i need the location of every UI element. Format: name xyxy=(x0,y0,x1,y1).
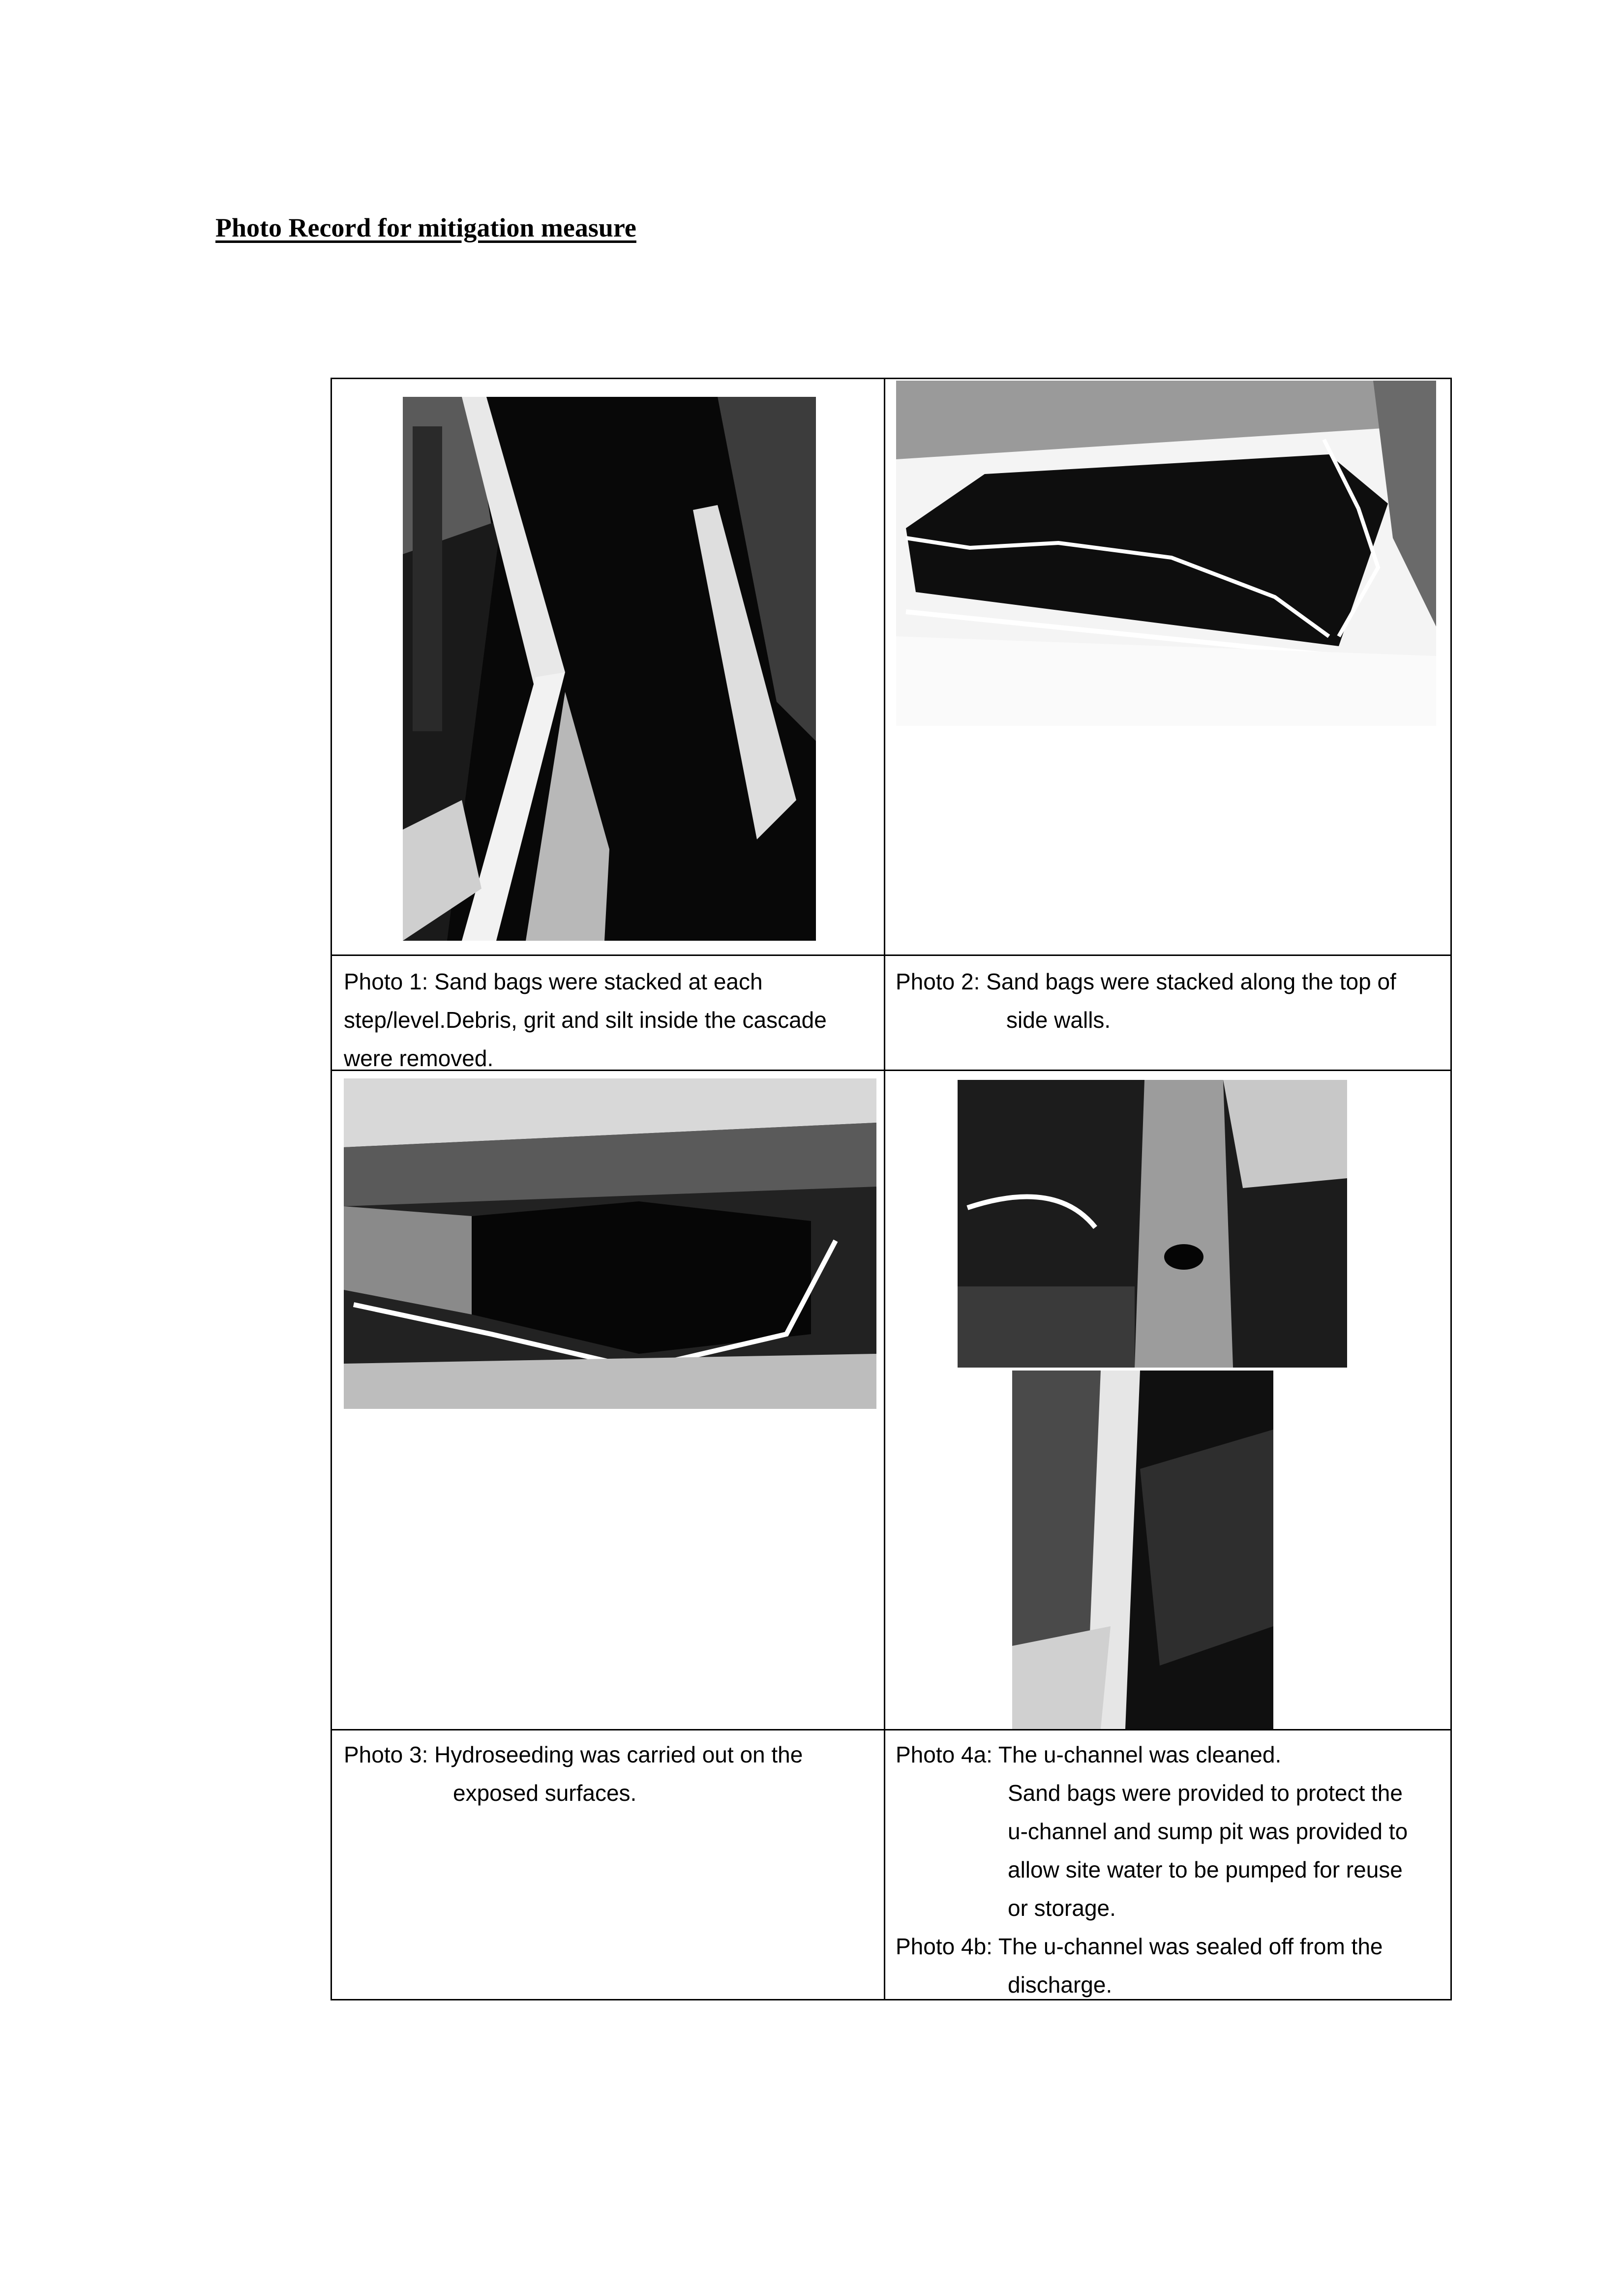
page-title: Photo Record for mitigation measure xyxy=(215,213,636,242)
caption-line: allow site water to be pumped for reuse xyxy=(1008,1857,1403,1882)
photo-1-caption xyxy=(344,962,827,1077)
photo-1-image xyxy=(403,397,816,941)
photo-record-table xyxy=(331,378,1452,2000)
photo-2-image xyxy=(896,381,1436,726)
table-column-divider xyxy=(884,379,885,1999)
caption-line: step/level.Debris, grit and silt inside the cascade xyxy=(344,1007,827,1033)
caption-line: Photo 4a: The u-channel was cleaned. xyxy=(896,1742,1282,1767)
caption-line: Photo 3: Hydroseeding was carried out on the xyxy=(344,1742,803,1767)
caption-line: Photo 4b: The u-channel was sealed off from the xyxy=(896,1934,1383,1959)
caption-line: Sand bags were provided to protect the xyxy=(1008,1780,1403,1806)
photo-4b-image xyxy=(1012,1371,1273,1729)
caption-line: or storage. xyxy=(1008,1895,1116,1921)
caption-line: Photo 2: Sand bags were stacked along the top of xyxy=(896,969,1396,994)
table-row-divider xyxy=(332,954,1450,956)
caption-line: exposed surfaces. xyxy=(453,1780,637,1806)
caption-line: u-channel and sump pit was provided to xyxy=(1008,1819,1408,1844)
photo-2-caption xyxy=(896,962,1396,1039)
photo-3-image xyxy=(344,1078,876,1409)
caption-line: discharge. xyxy=(1008,1972,1113,1998)
photo-3-caption xyxy=(344,1735,803,1812)
caption-line: were removed. xyxy=(344,1045,494,1071)
photo-4-caption xyxy=(896,1735,1408,2004)
table-row-divider xyxy=(332,1729,1450,1730)
photo-4a-image xyxy=(958,1080,1347,1368)
caption-line: Photo 1: Sand bags were stacked at each xyxy=(344,969,763,994)
caption-line: side walls. xyxy=(1006,1007,1111,1033)
